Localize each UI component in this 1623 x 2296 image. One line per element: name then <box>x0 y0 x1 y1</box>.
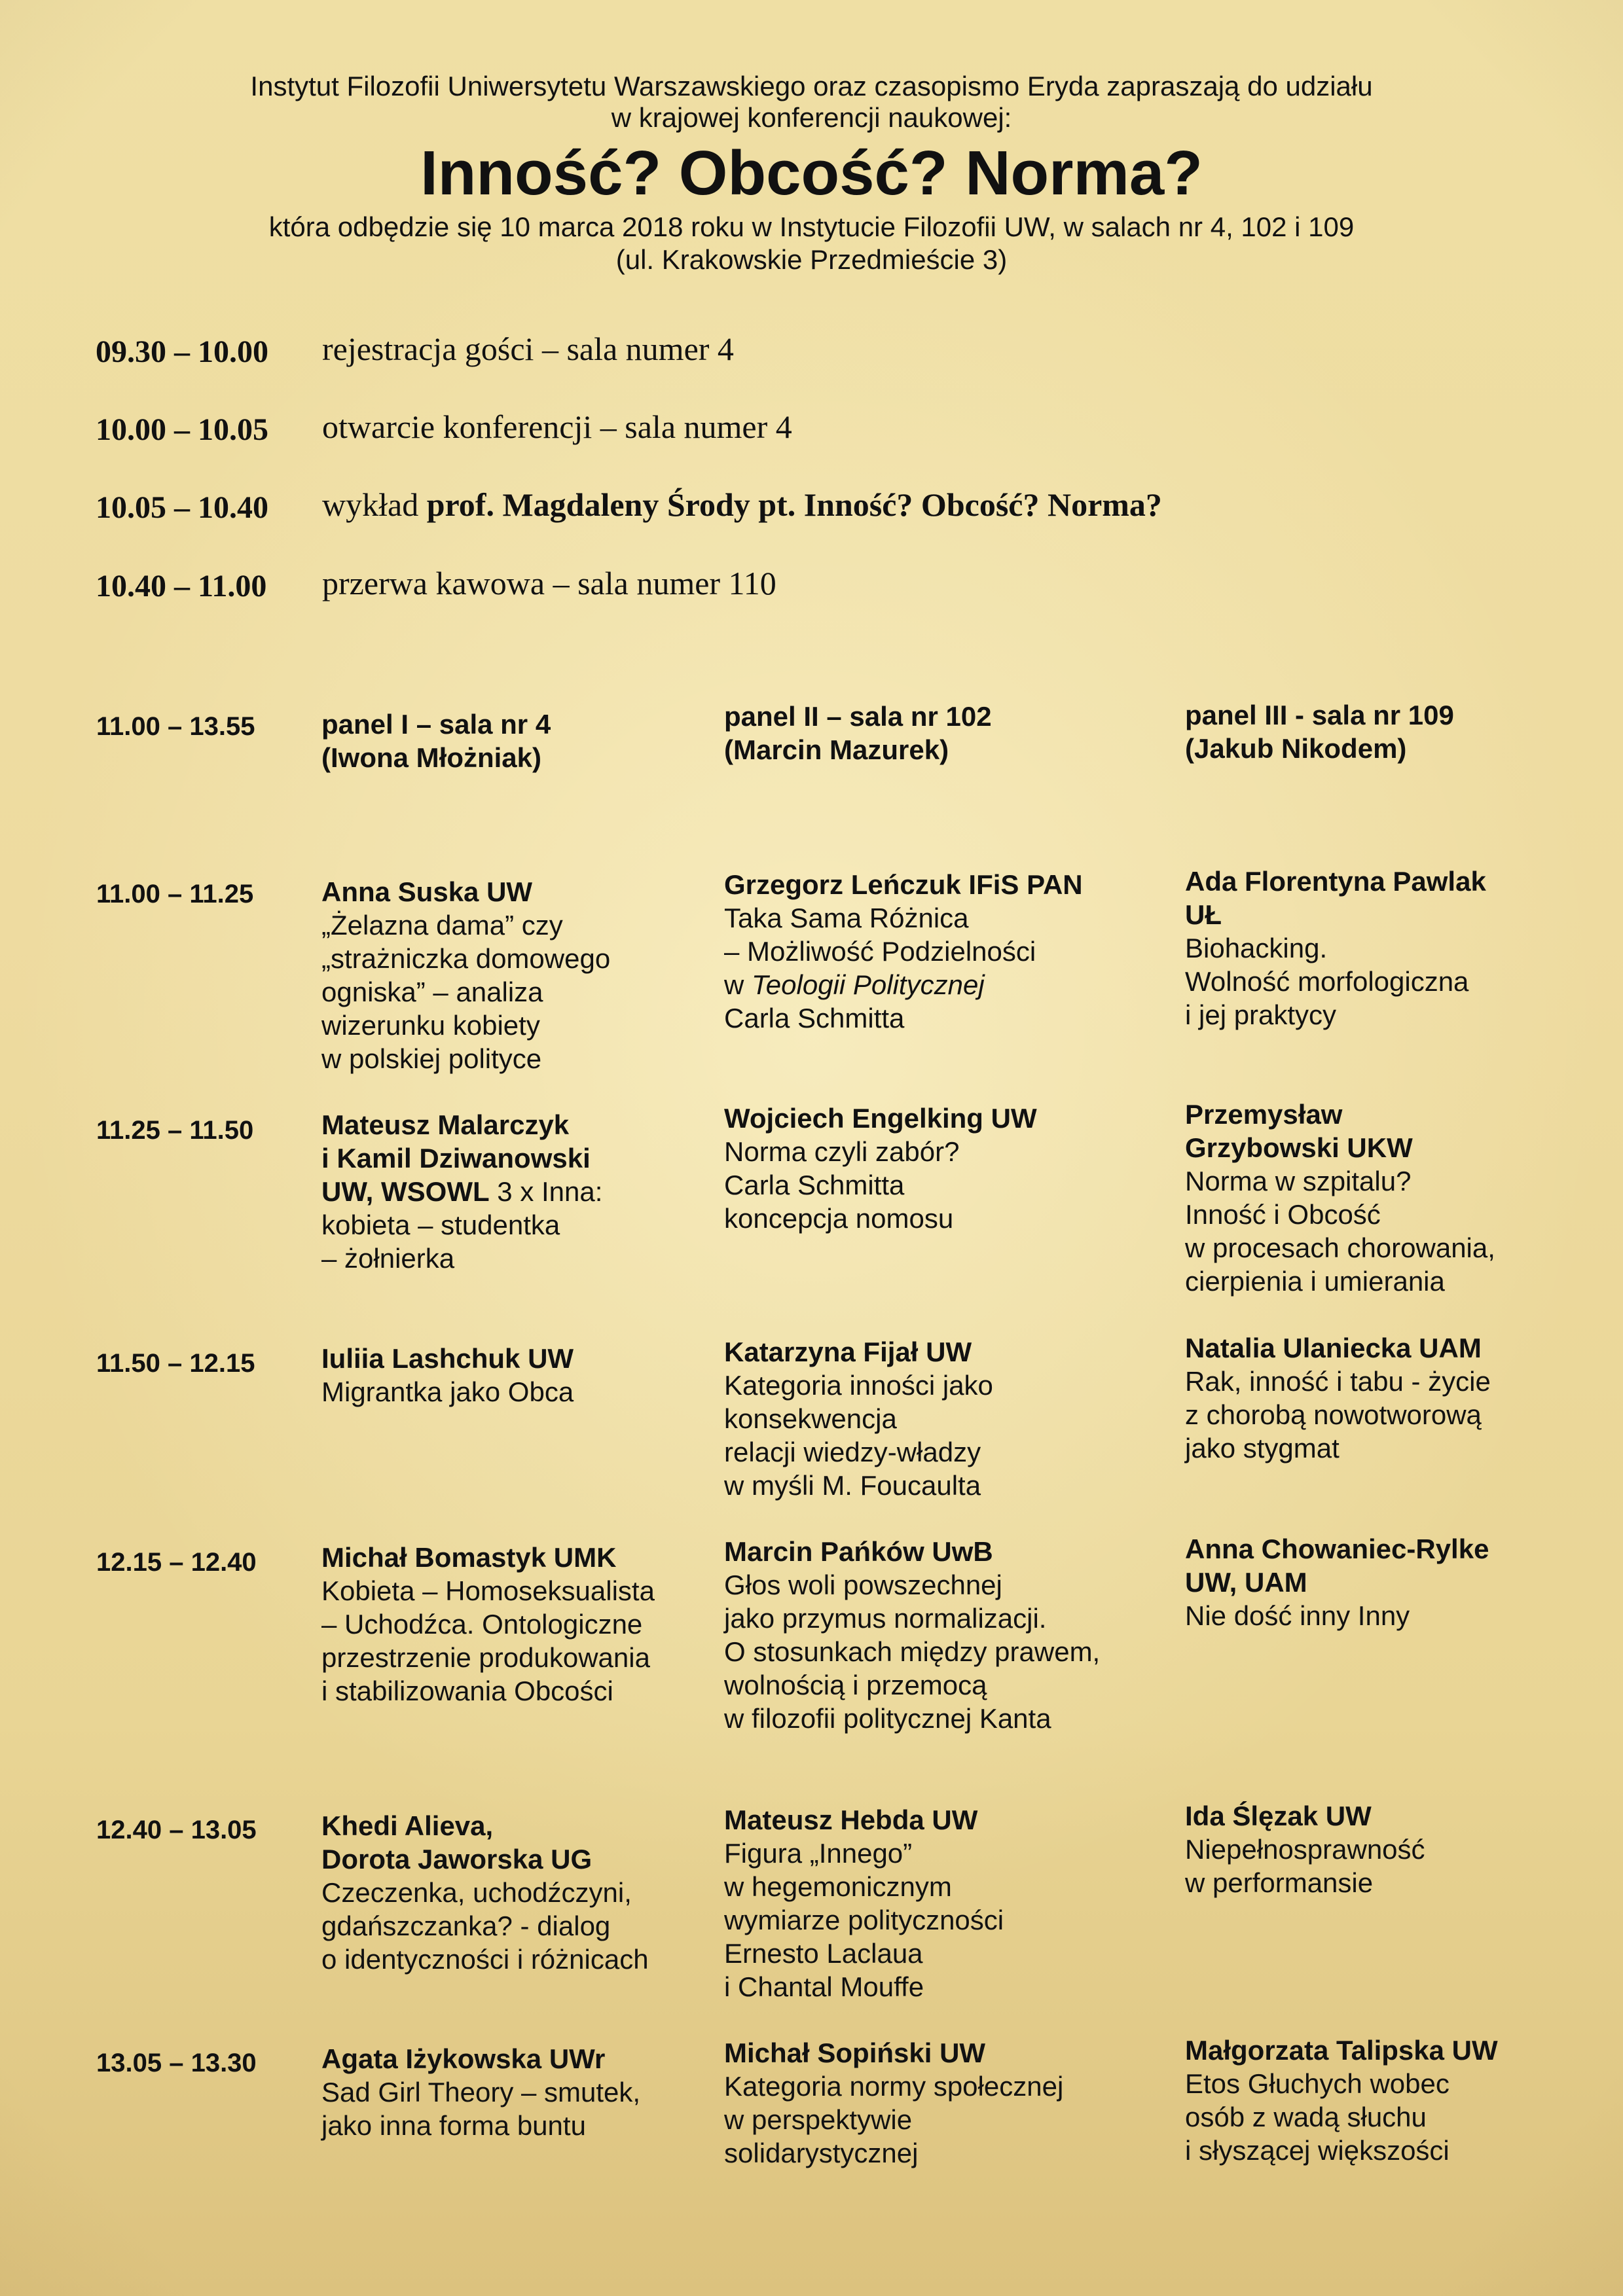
speaker-name: Grzybowski UKW <box>1185 1132 1413 1163</box>
talk-title-line: Głos woli powszechnej <box>724 1570 1002 1600</box>
talk-title-line: Kategoria inności jako <box>724 1370 993 1401</box>
talk-title-line: Wolność morfologiczna <box>1185 966 1469 997</box>
header-intro <box>0 71 1623 134</box>
talk-title-line: gdańszczanka? - dialog <box>321 1910 611 1941</box>
talk-title-line: „Żelazna dama” czy <box>321 910 563 941</box>
speaker-affiliation: UŁ <box>1185 899 1222 930</box>
talk-title-line: Nie dość inny Inny <box>1185 1600 1410 1631</box>
talk-title-line: Niepełnosprawność <box>1185 1834 1425 1865</box>
talk-title-line: Biohacking. <box>1185 933 1328 963</box>
talk-entry <box>1185 1098 1495 1298</box>
panel-header <box>724 700 992 766</box>
header-details <box>0 211 1623 276</box>
talk-title-line: Taka Sama Różnica <box>724 903 969 933</box>
talk-title-line: i stabilizowania Obcości <box>321 1676 613 1706</box>
session-time: 11.25 – 11.50 <box>96 1116 254 1145</box>
lecture-title: prof. Magdaleny Środy pt. Inność? Obcość? Norma? <box>426 486 1162 523</box>
speaker-name: Mateusz Hebda UW <box>724 1804 978 1835</box>
speaker-name: Przemysław <box>1185 1099 1343 1130</box>
speaker-name: Khedi Alieva, <box>321 1810 494 1841</box>
schedule-time: 10.05 – 10.40 <box>96 490 268 525</box>
panel-moderator: (Iwona Młożniak) <box>321 742 541 773</box>
talk-title-line: koncepcja nomosu <box>724 1203 954 1234</box>
speaker-name: Natalia Ulaniecka UAM <box>1185 1333 1482 1363</box>
talk-title-line: – żołnierka <box>321 1243 455 1274</box>
lecture-prefix: wykład <box>322 486 427 523</box>
talk-entry <box>1185 1331 1491 1465</box>
talk-entry <box>1185 1532 1489 1632</box>
speaker-name: Ida Ślęzak UW <box>1185 1801 1372 1831</box>
talk-title-line: w hegemonicznym <box>724 1871 952 1902</box>
talk-title-line: – Możliwość Podzielności <box>724 936 1036 967</box>
talk-entry <box>724 1102 1037 1235</box>
talk-entry <box>1185 2034 1498 2167</box>
session-time: 11.00 – 11.25 <box>96 880 254 908</box>
talk-title-line: cierpienia i umierania <box>1185 1266 1445 1297</box>
talk-entry <box>321 1342 574 1408</box>
panel-name: panel III - sala nr 109 <box>1185 700 1454 730</box>
speaker-name: Małgorzata Talipska UW <box>1185 2035 1498 2066</box>
talk-entry <box>724 1335 993 1502</box>
talk-title-line: solidarystycznej <box>724 2138 919 2168</box>
panels-time: 11.00 – 13.55 <box>96 712 255 741</box>
speaker-name: Mateusz Malarczyk <box>321 1109 570 1140</box>
speaker-name: Michał Sopiński UW <box>724 2037 986 2068</box>
speaker-name: Agata Iżykowska UWr <box>321 2043 606 2074</box>
talk-title-prefix: w <box>724 969 752 1000</box>
session-time: 12.40 – 13.05 <box>96 1816 257 1844</box>
talk-title-line: ogniska” – analiza <box>321 977 543 1007</box>
talk-title-line: relacji wiedzy-władzy <box>724 1437 981 1467</box>
talk-title-line: – Uchodźca. Ontologiczne <box>321 1609 643 1640</box>
talk-title-line: Norma w szpitalu? <box>1185 1166 1412 1196</box>
speaker-name: Marcin Pańków UwB <box>724 1536 993 1567</box>
talk-entry <box>321 1108 602 1275</box>
talk-title-line: w polskiej polityce <box>321 1043 542 1074</box>
talk-title-line: wolnością i przemocą <box>724 1670 987 1700</box>
schedule-desc: rejestracja gości – sala numer 4 <box>322 331 734 367</box>
session-time: 12.15 – 12.40 <box>96 1548 257 1577</box>
speaker-affiliation: UW, UAM <box>1185 1567 1307 1598</box>
talk-title-line: i jej praktycy <box>1185 999 1337 1030</box>
talk-title-line: kobieta – studentka <box>321 1210 560 1240</box>
talk-entry <box>724 1535 1100 1735</box>
panel-header <box>321 708 551 774</box>
session-time: 13.05 – 13.30 <box>96 2049 257 2077</box>
speaker-affiliation: UW, WSOWL <box>321 1176 490 1207</box>
talk-title-line: Figura „Innego” <box>724 1838 913 1869</box>
speaker-name: Wojciech Engelking UW <box>724 1103 1037 1134</box>
talk-title-line: Kategoria normy społecznej <box>724 2071 1064 2102</box>
schedule-desc: przerwa kawowa – sala numer 110 <box>322 565 776 601</box>
talk-title-line: i Chantal Mouffe <box>724 1971 924 2002</box>
talk-entry <box>724 868 1083 1035</box>
talk-entry <box>724 1803 1004 2003</box>
panel-name: panel II – sala nr 102 <box>724 701 992 732</box>
talk-title-line <box>724 968 1083 1001</box>
talk-title-line: konsekwencja <box>724 1403 897 1434</box>
panel-name: panel I – sala nr 4 <box>321 709 551 740</box>
talk-title-line: jako stygmat <box>1185 1433 1340 1463</box>
talk-title-line: w performansie <box>1185 1867 1374 1898</box>
panel-moderator: (Marcin Mazurek) <box>724 734 949 765</box>
talk-title-line: w filozofii politycznej Kanta <box>724 1703 1051 1734</box>
page-title: Inność? Obcość? Norma? <box>420 138 1203 208</box>
talk-title-line: osób z wadą słuchu <box>1185 2102 1427 2132</box>
speaker-name: Michał Bomastyk UMK <box>321 1542 617 1573</box>
talk-title-line: Sad Girl Theory – smutek, <box>321 2077 641 2108</box>
talk-entry <box>321 875 610 1075</box>
talk-entry <box>321 1541 655 1708</box>
talk-title-line: Migrantka jako Obca <box>321 1376 574 1407</box>
details-line-1: która odbędzie się 10 marca 2018 roku w Instytucie Filozofii UW, w salach nr 4, 102 i 109 <box>268 211 1355 242</box>
talk-title-line: jako inna forma buntu <box>321 2110 586 2141</box>
talk-title-line: w perspektywie <box>724 2104 913 2135</box>
speaker-name: Ada Florentyna Pawlak <box>1185 866 1486 897</box>
talk-title-line <box>321 1175 602 1208</box>
talk-title-line: „strażniczka domowego <box>321 943 611 974</box>
speaker-name: Iuliia Lashchuk UW <box>321 1343 574 1374</box>
talk-title-italic: Teologii Politycznej <box>752 969 985 1000</box>
talk-title-line: Inność i Obcość <box>1185 1199 1381 1230</box>
intro-line-1: Instytut Filozofii Uniwersytetu Warszawskiego oraz czasopismo Eryda zapraszają do udziału <box>250 71 1373 101</box>
talk-title-line: Ernesto Laclaua <box>724 1938 923 1969</box>
talk-title-line: i słyszącej większości <box>1185 2135 1450 2166</box>
panel-moderator: (Jakub Nikodem) <box>1185 733 1407 764</box>
talk-title-line: Norma czyli zabór? <box>724 1136 960 1167</box>
talk-title-line: jako przymus normalizacji. <box>724 1603 1047 1634</box>
speaker-name: i Kamil Dziwanowski <box>321 1143 591 1174</box>
schedule-desc: otwarcie konferencji – sala numer 4 <box>322 408 792 445</box>
talk-entry <box>724 2036 1063 2170</box>
schedule-time: 10.40 – 11.00 <box>96 569 267 603</box>
speaker-name: Anna Chowaniec-Rylke <box>1185 1534 1489 1564</box>
speaker-name: Anna Suska UW <box>321 876 533 907</box>
talk-title-line: Etos Głuchych wobec <box>1185 2068 1450 2099</box>
session-time: 11.50 – 12.15 <box>96 1349 255 1378</box>
talk-title-line: Rak, inność i tabu - życie <box>1185 1366 1491 1397</box>
details-line-2: (ul. Krakowskie Przedmieście 3) <box>615 244 1008 275</box>
talk-title-line: wymiarze polityczności <box>724 1905 1004 1935</box>
talk-title-line: przestrzenie produkowania <box>321 1642 650 1673</box>
speaker-name: Dorota Jaworska UG <box>321 1844 593 1874</box>
talk-title-line: w procesach chorowania, <box>1185 1232 1495 1263</box>
talk-title-line: Carla Schmitta <box>724 1170 905 1200</box>
talk-title-line: w myśli M. Foucaulta <box>724 1470 981 1501</box>
speaker-name: Katarzyna Fijał UW <box>724 1336 972 1367</box>
talk-title-line: Kobieta – Homoseksualista <box>321 1575 655 1606</box>
speaker-name: Grzegorz Leńczuk IFiS PAN <box>724 869 1083 900</box>
schedule-desc-lecture <box>322 486 1162 524</box>
talk-title-start: 3 x Inna: <box>489 1176 603 1207</box>
talk-entry <box>321 1809 649 1976</box>
talk-entry <box>1185 1799 1425 1899</box>
talk-title-line: Carla Schmitta <box>724 1003 905 1033</box>
intro-line-2: w krajowej konferencji naukowej: <box>611 102 1012 133</box>
schedule-time: 09.30 – 10.00 <box>96 334 268 369</box>
talk-entry <box>1185 865 1486 1031</box>
talk-entry <box>321 2042 640 2142</box>
talk-title-line: z chorobą nowotworową <box>1185 1399 1482 1430</box>
talk-title-line: o identyczności i różnicach <box>321 1944 649 1975</box>
talk-title-line: wizerunku kobiety <box>321 1010 540 1041</box>
talk-title-line: Czeczenka, uchodźczyni, <box>321 1877 632 1908</box>
schedule-time: 10.00 – 10.05 <box>96 412 268 447</box>
panel-header <box>1185 698 1454 765</box>
talk-title-line: O stosunkach między prawem, <box>724 1636 1101 1667</box>
